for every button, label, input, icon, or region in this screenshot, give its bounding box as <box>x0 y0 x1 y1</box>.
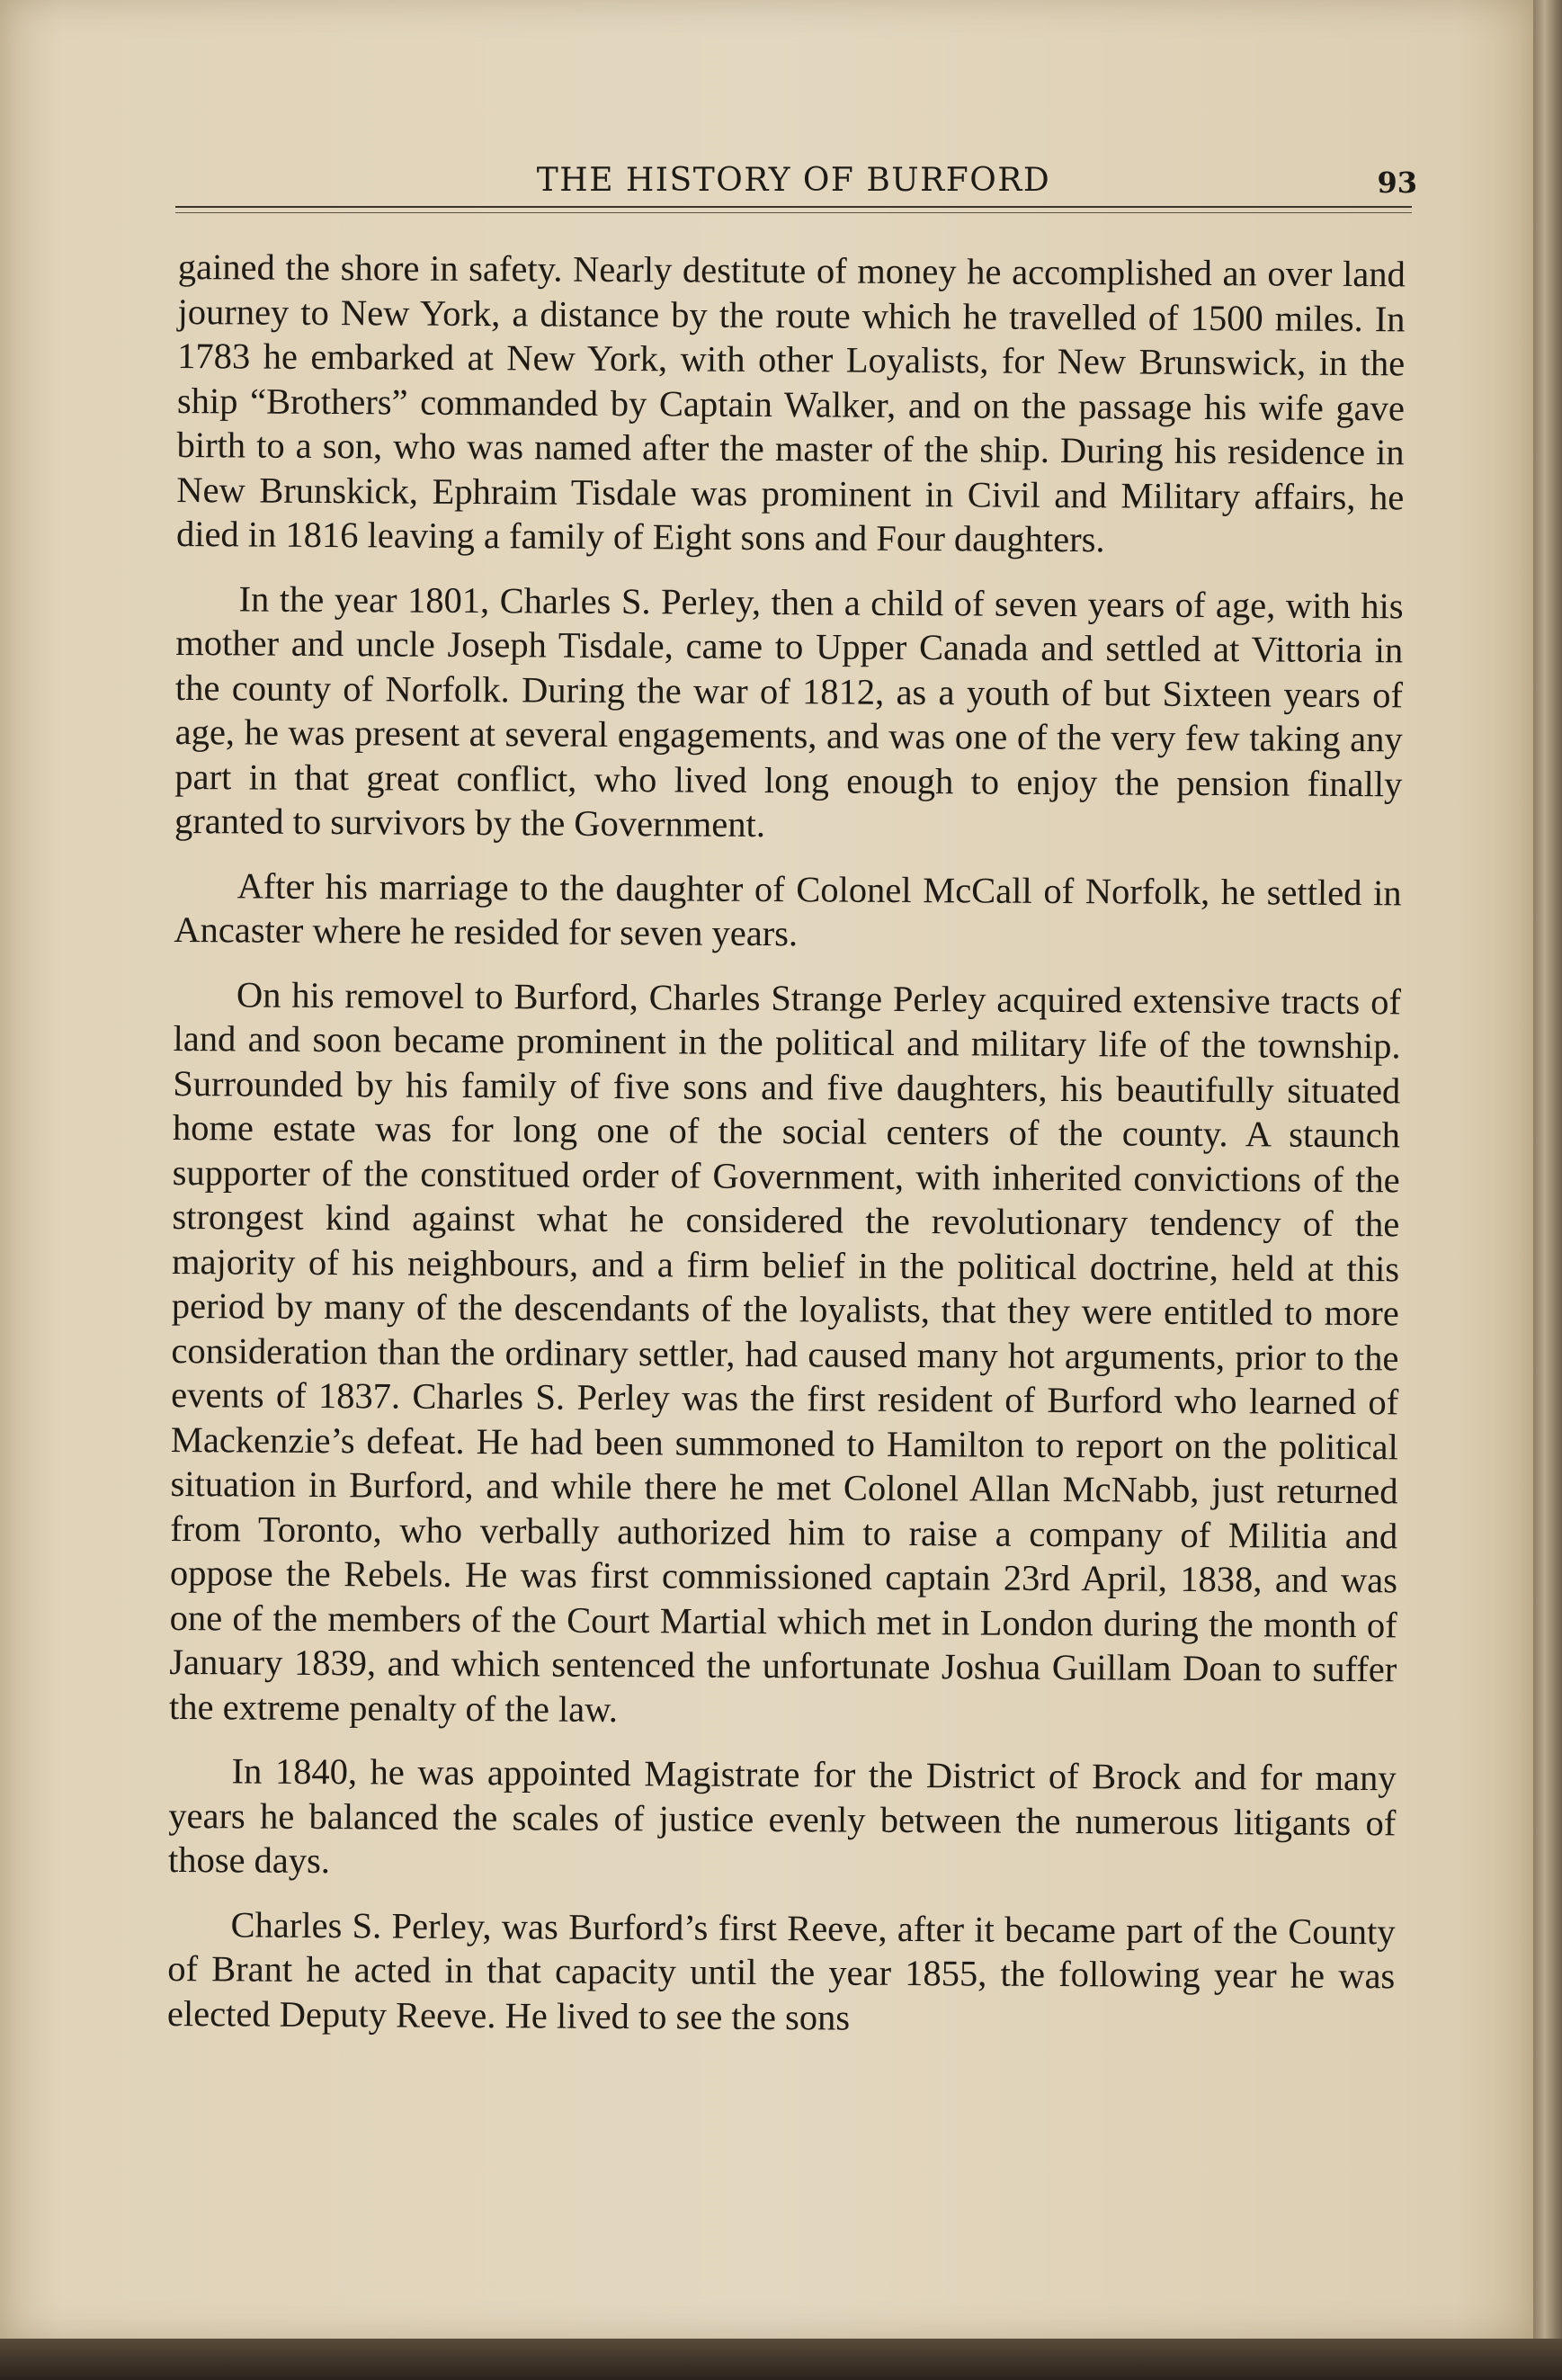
header-rule <box>175 206 1412 208</box>
header-rule-secondary <box>175 212 1412 213</box>
paragraph-continued: gained the shore in safety. Nearly destitute of money he accomplished an over land journey to New York, a distance by the route which he travelled of 1500 miles. In 1783 he embarked at New York, with other Loyalists, for New Brunswick, in the ship “Brothers” commanded by Captain Walker, and on the passage his wife gave birth to a son, who was named after the master of the ship. During his residence in New Brunskick, Ephraim Tisdale was prominent in Civil and Military affairs, he died in 1816 leaving a family of Eight sons and Four daughters. <box>175 246 1406 560</box>
paragraph: After his marriage to the daughter of Colonel McCall of Norfolk, he settled in Ancaster where he resided for seven years. <box>174 864 1402 954</box>
paragraph: Charles S. Perley, was Burford’s first Reeve, after it became part of the County of Brant he acted in that capacity until the year 1855, the following year he was elected Deputy Reeve. He lived to see the sons <box>166 1903 1396 2038</box>
running-title: THE HISTORY OF BURFORD <box>536 162 1051 199</box>
page-header <box>175 162 1417 216</box>
paragraph: In the year 1801, Charles S. Perley, then a child of seven years of age, with his mother and uncle Joseph Tisdale, came to Upper Canada and settled at Vittoria in the county of Norfolk. During the war of 1812, as a youth of but Sixteen years of age, he was present at several engagements, and was one of the very few taking any part in that great conflict, who lived long enough to enjoy the pension finally granted to survivors by the Government. <box>174 577 1404 846</box>
body-text <box>167 245 1406 2062</box>
paragraph: In 1840, he was appointed Magistrate for the District of Brock and for many years he balanced the scales of justice evenly between the numerous litigants of those days. <box>167 1750 1397 1882</box>
bottom-edge <box>0 2339 1562 2380</box>
paragraph: On his removel to Burford, Charles Strange Perley acquired extensive tracts of land and soon became prominent in the political and military life of the township. Surrounded by his family of five sons and five daughters, his beautifully situated home estate was for long one of the social centers of the county. A staunch supporter of the constitued order of Government, with inherited convictions of the strongest kind against what he considered the revolutionary tendency of the majority of his neighbours, and a firm belief in the political doctrine, held at this period by many of the descendants of the loyalists, that they were entitled to more consideration than the ordinary settler, had caused many hot arguments, prior to the events of 1837. Charles S. Perley was the first resident of Burford who learned of Mackenzie’s defeat. He had been summoned to Hamilton to report on the political situation in Burford, and while there he met Colonel Allan McNabb, just returned from Toronto, who verbally authorized him to raise a company of Militia and oppose the Rebels. He was first commissioned captain 23rd April, 1838, and was one of the members of the Court Martial which met in London during the month of January 1839, and which sentenced the unfortunate Joshua Guillam Doan to suffer the extreme penalty of the law. <box>168 973 1402 1730</box>
page-edge <box>1533 0 1562 2380</box>
page-number: 93 <box>1377 166 1417 200</box>
